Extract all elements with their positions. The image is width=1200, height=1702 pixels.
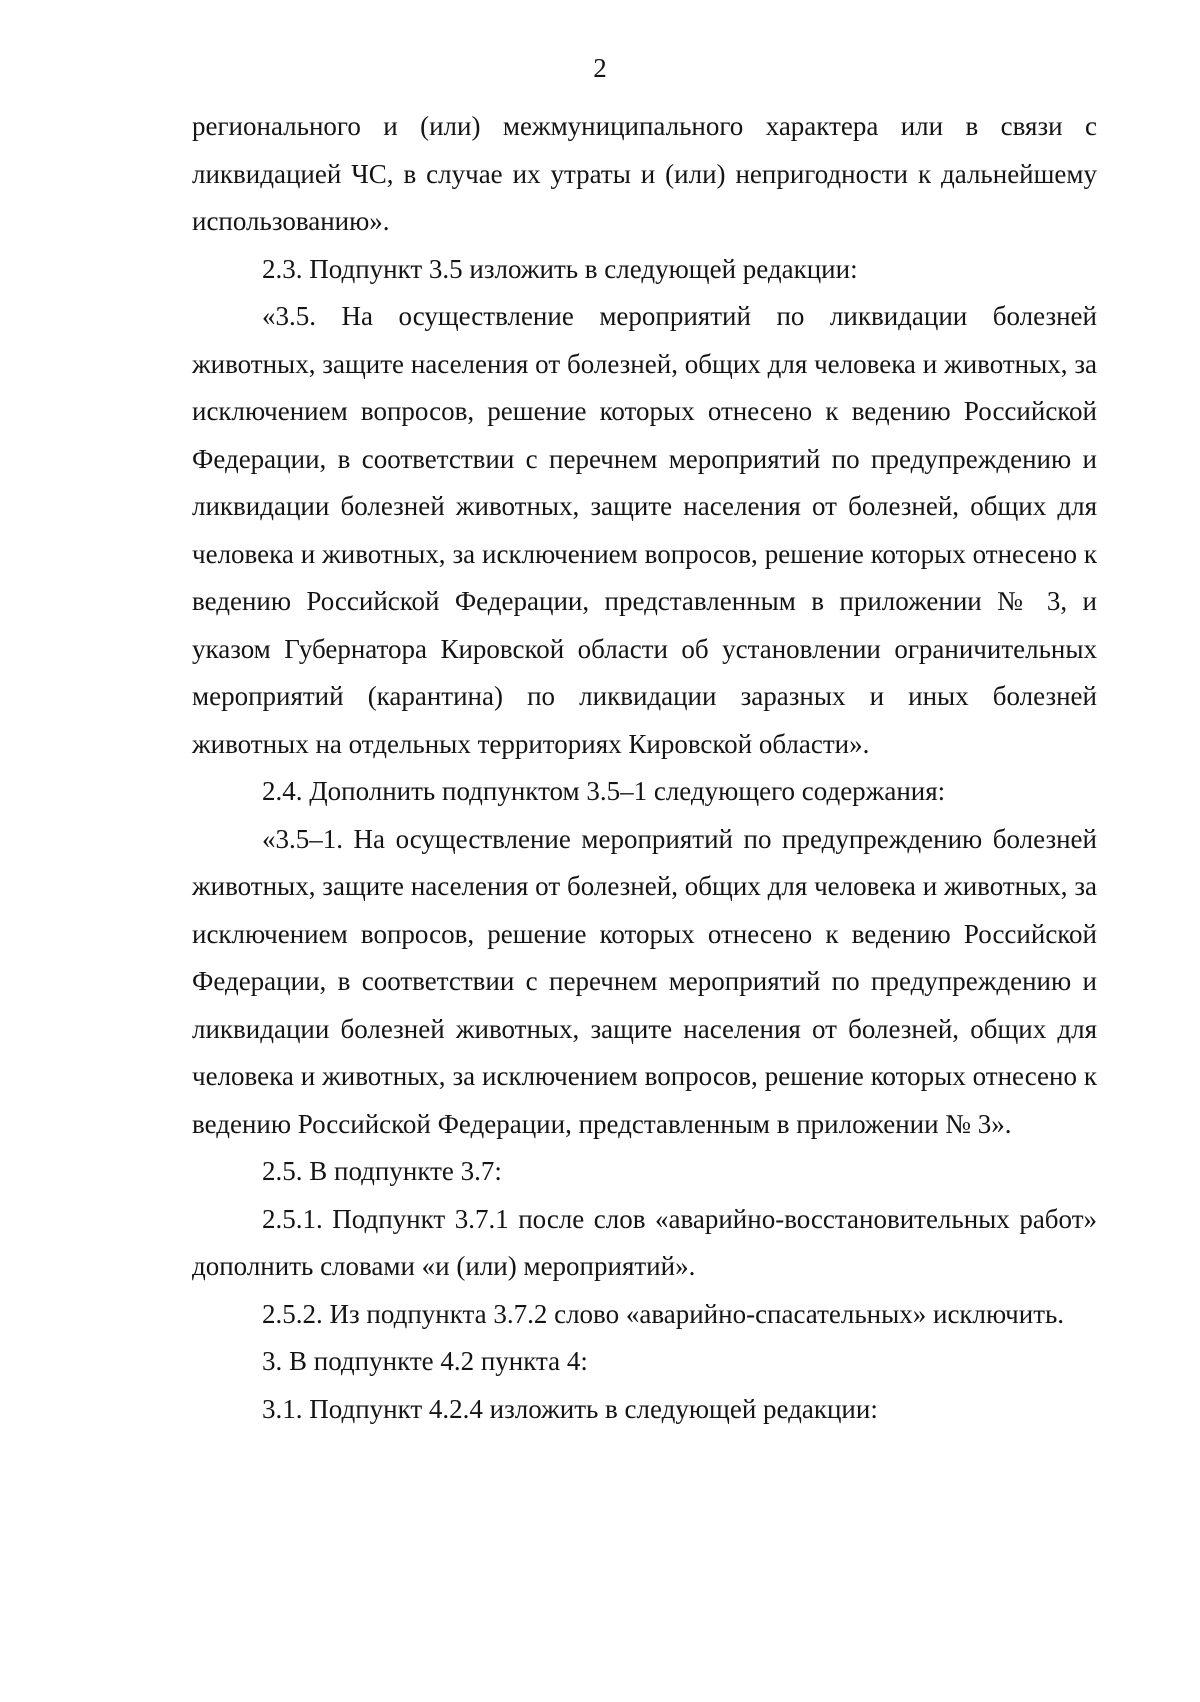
paragraph-item-2-3: 2.3. Подпункт 3.5 изложить в следующей редакции:	[262, 253, 858, 284]
paragraph-item-3-1: 3.1. Подпункт 4.2.4 изложить в следующей редакции:	[262, 1393, 878, 1424]
paragraph-item-2-5-1: 2.5.1. Подпункт 3.7.1 после слов «аварийно-восстановительных работ» дополнить словами «и (или) мероприятий».	[192, 1203, 1097, 1281]
paragraph-item-3: 3. В подпункте 4.2 пункта 4:	[262, 1346, 588, 1376]
paragraph-item-2-5-2: 2.5.2. Из подпункта 3.7.2 слово «аварийно-спасательных» исключить.	[262, 1298, 1065, 1329]
paragraph-item-2-4: 2.4. Дополнить подпунктом 3.5–1 следующего содержания:	[262, 776, 946, 806]
page-number: 2	[593, 53, 607, 83]
paragraph-quote-3-5: «3.5. На осуществление мероприятий по ликвидации болезней животных, защите населения от болезней, общих для человека и животных, за исключением вопросов, решение которых отнесено к ведению Российской Федерации, в соответствии с перечнем мероприятий по предупреждению и ликвидации болезней животных, защите населения от болезней, общих для человека и животных, за исключением вопросов, решение которых отнесено к ведению Российской Федерации, представленным в приложении № 3, и указом Губернатора Кировской области об установлении ограничительных мероприятий (карантина) по ликвидации заразных и иных болезней животных на отдельных территориях Кировской области».	[192, 301, 1097, 759]
paragraph-quote-3-5-1: «3.5–1. На осуществление мероприятий по предупреждению болезней животных, защите населения от болезней, общих для человека и животных, за исключением вопросов, решение которых отнесено к ведению Российской Федерации, в соответствии с перечнем мероприятий по предупреждению и ликвидации болезней животных, защите населения от болезней, общих для человека и животных, за исключением вопросов, решение которых отнесено к ведению Российской Федерации, представленным в приложении № 3».	[192, 823, 1097, 1139]
paragraph-continuation: регионального и (или) межмуниципального характера или в связи с ликвидацией ЧС, в случае их утраты и (или) непригодности к дальнейшему использованию».	[192, 111, 1097, 236]
paragraph-item-2-5: 2.5. В подпункте 3.7:	[262, 1156, 502, 1186]
document-body	[192, 103, 1097, 1433]
